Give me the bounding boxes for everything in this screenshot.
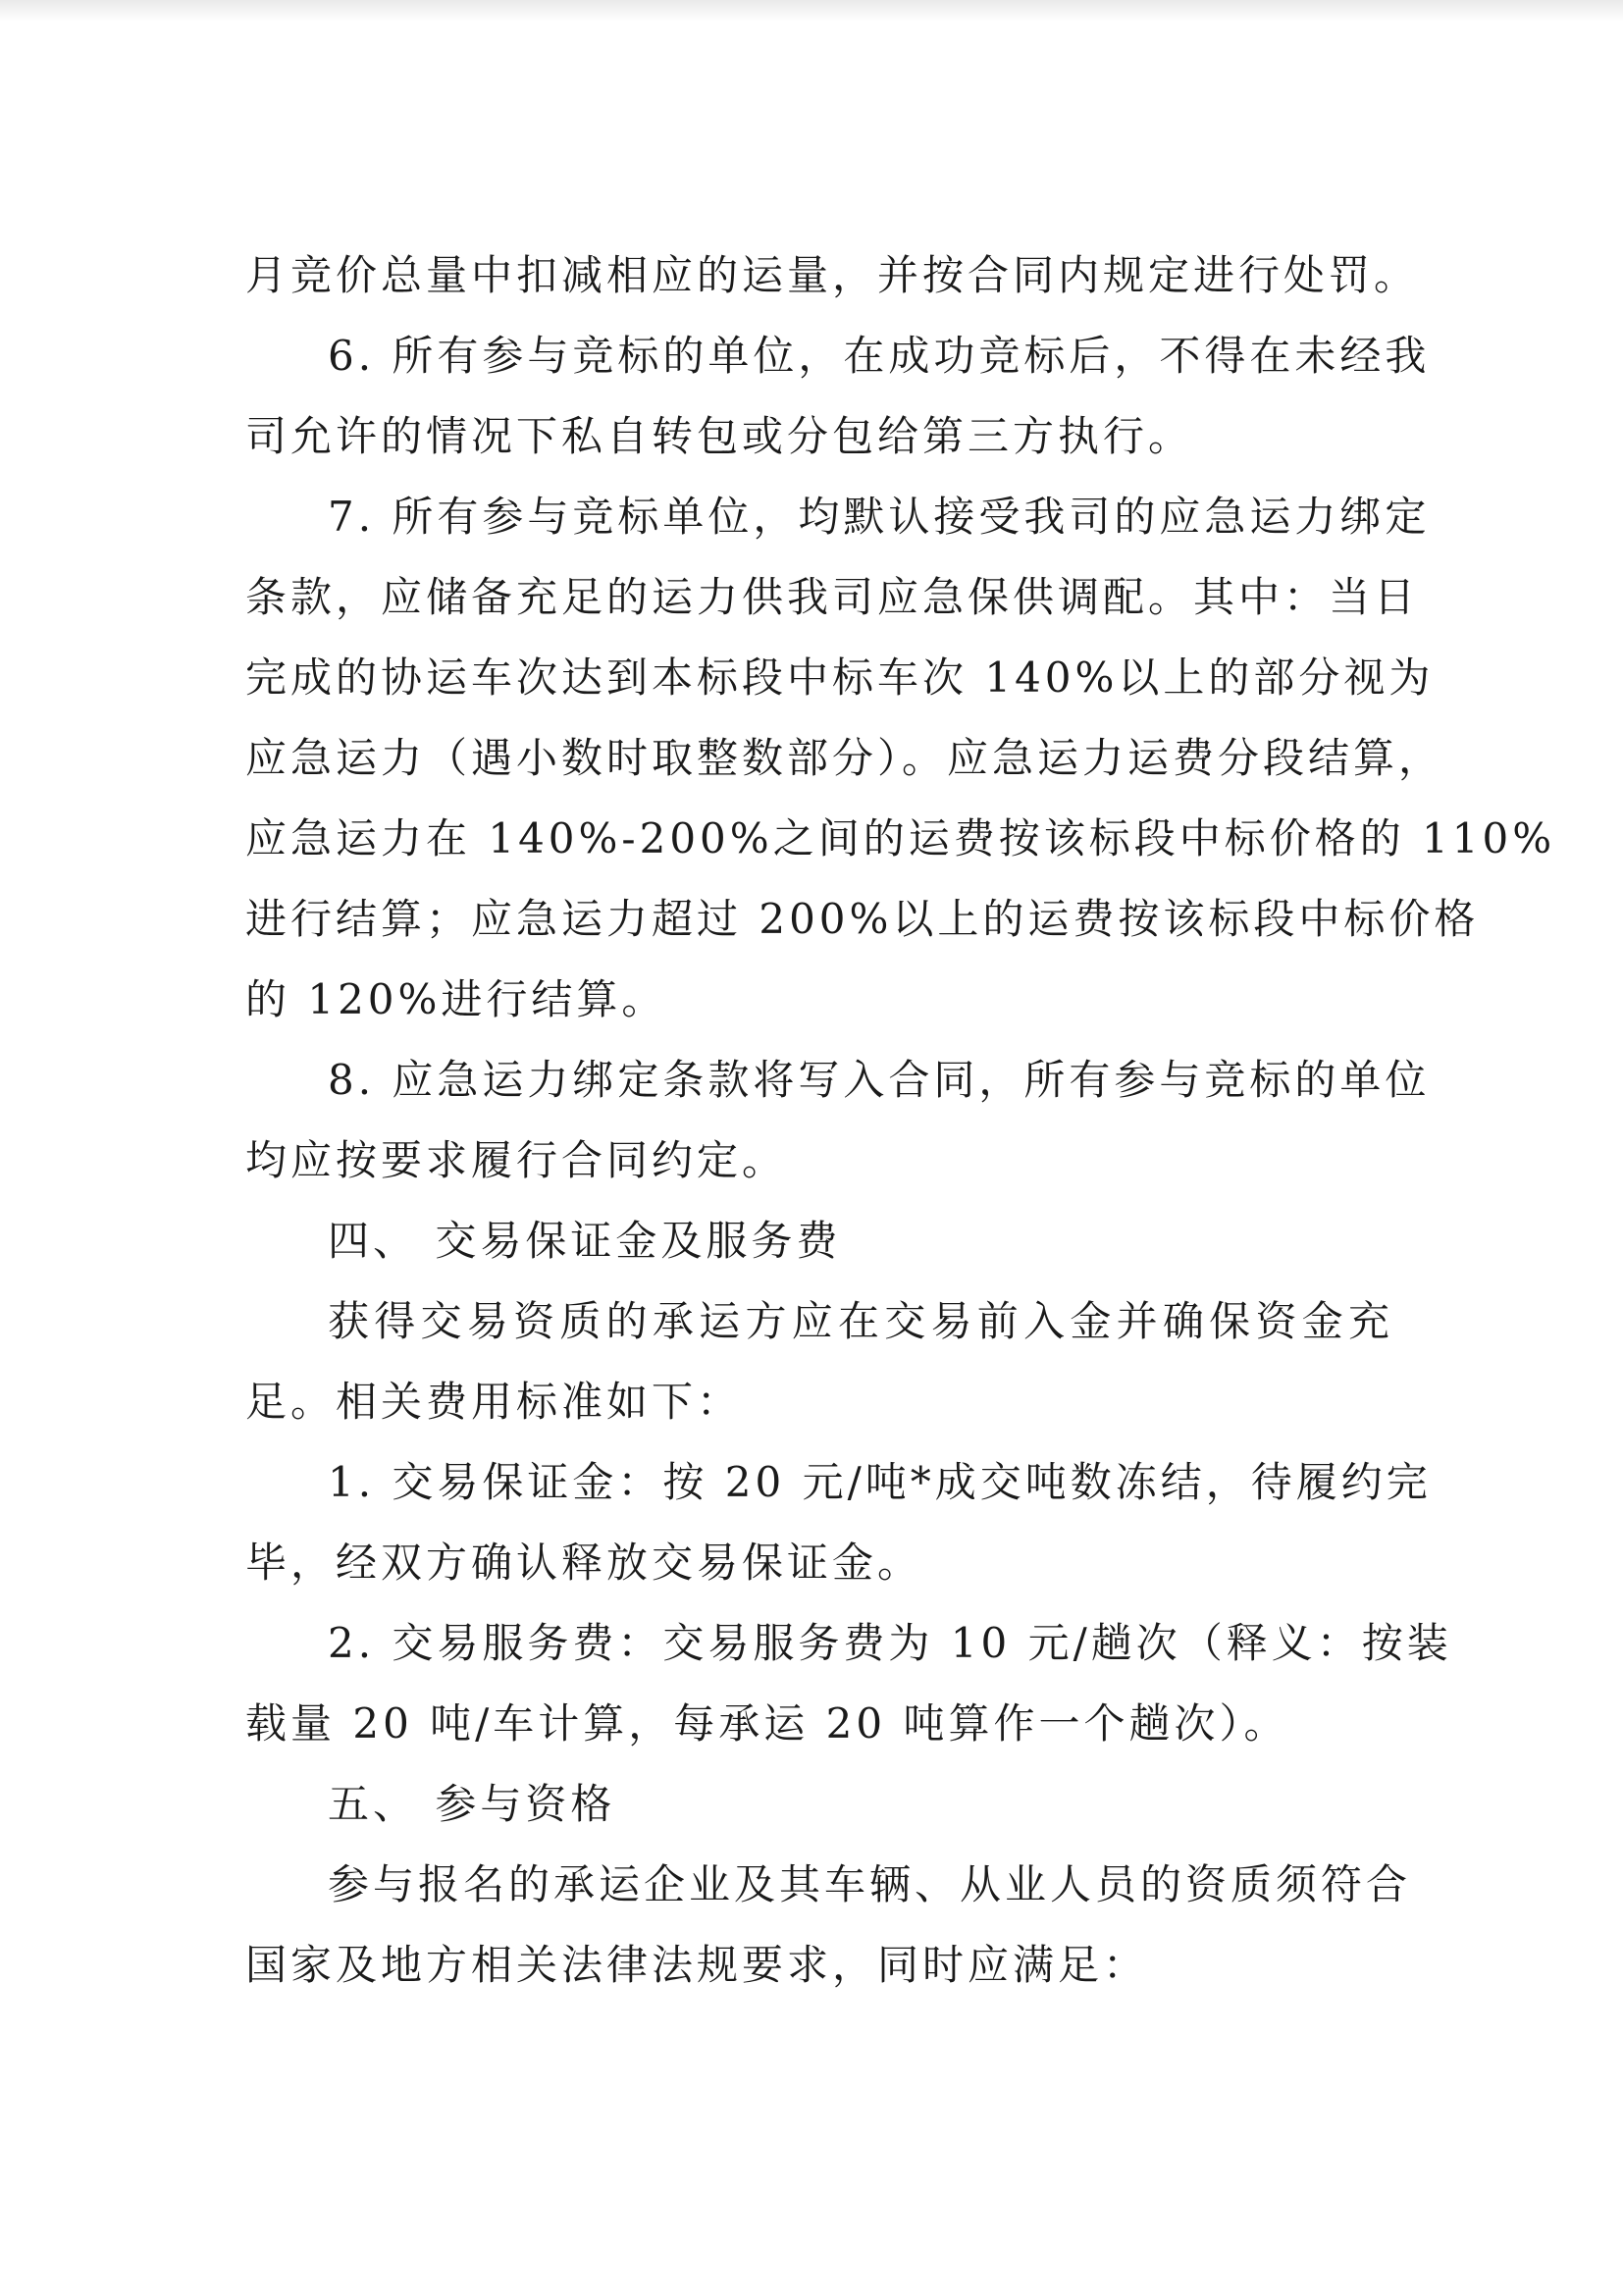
paragraph-qualification — [245, 1845, 1412, 2006]
text-line: 均应按要求履行合同约定。 — [245, 1136, 788, 1184]
section-heading-5: 五、 参与资格 — [328, 1780, 616, 1828]
paragraph-item-8 — [245, 1040, 1431, 1201]
text-line: 获得交易资质的承运方应在交易前入金并确保资金充 — [328, 1297, 1393, 1345]
section-heading-4: 四、 交易保证金及服务费 — [328, 1217, 842, 1265]
paragraph-service-fee — [245, 1603, 1452, 1764]
text-line: 国家及地方相关法律法规要求，同时应满足： — [245, 1941, 1149, 1989]
paragraph-deposit — [245, 1442, 1432, 1603]
paragraph-section-4-intro — [245, 1281, 1393, 1442]
text-line: 足。相关费用标准如下： — [245, 1378, 743, 1426]
text-line: 毕，经双方确认释放交易保证金。 — [245, 1539, 923, 1587]
text-line: 月竞价总量中扣减相应的运量，并按合同内规定进行处罚。 — [245, 251, 1420, 299]
text-line: 应急运力（遇小数时取整数部分）。应急运力运费分段结算， — [245, 734, 1444, 782]
document-body — [245, 235, 1556, 2006]
text-line: 条款，应储备充足的运力供我司应急保供调配。其中：当日 — [245, 573, 1420, 621]
text-line: 完成的协运车次达到本标段中标车次 140%以上的部分视为 — [245, 653, 1435, 702]
text-line: 司允许的情况下私自转包或分包给第三方执行。 — [245, 412, 1194, 460]
text-line: 6. 所有参与竞标的单位，在成功竞标后，不得在未经我 — [328, 332, 1431, 380]
paragraph-item-6 — [245, 316, 1431, 477]
text-line: 1. 交易保证金：按 20 元/吨*成交吨数冻结，待履约完 — [328, 1458, 1432, 1506]
paragraph-item-7 — [245, 477, 1556, 1040]
scan-top-edge — [0, 0, 1623, 22]
text-line: 8. 应急运力绑定条款将写入合同，所有参与竞标的单位 — [328, 1056, 1431, 1104]
text-line: 2. 交易服务费：交易服务费为 10 元/趟次（释义：按装 — [328, 1619, 1452, 1667]
text-line: 的 120%进行结算。 — [245, 975, 667, 1023]
text-line: 参与报名的承运企业及其车辆、从业人员的资质须符合 — [328, 1860, 1412, 1908]
text-line: 进行结算；应急运力超过 200%以上的运费按该标段中标价格 — [245, 895, 1480, 943]
paragraph-penalty-continuation — [245, 235, 1420, 316]
text-line: 载量 20 吨/车计算，每承运 20 吨算作一个趟次）。 — [245, 1699, 1289, 1748]
text-line: 应急运力在 140%-200%之间的运费按该标段中标价格的 110% — [245, 814, 1556, 862]
text-line: 7. 所有参与竞标单位，均默认接受我司的应急运力绑定 — [328, 493, 1431, 541]
